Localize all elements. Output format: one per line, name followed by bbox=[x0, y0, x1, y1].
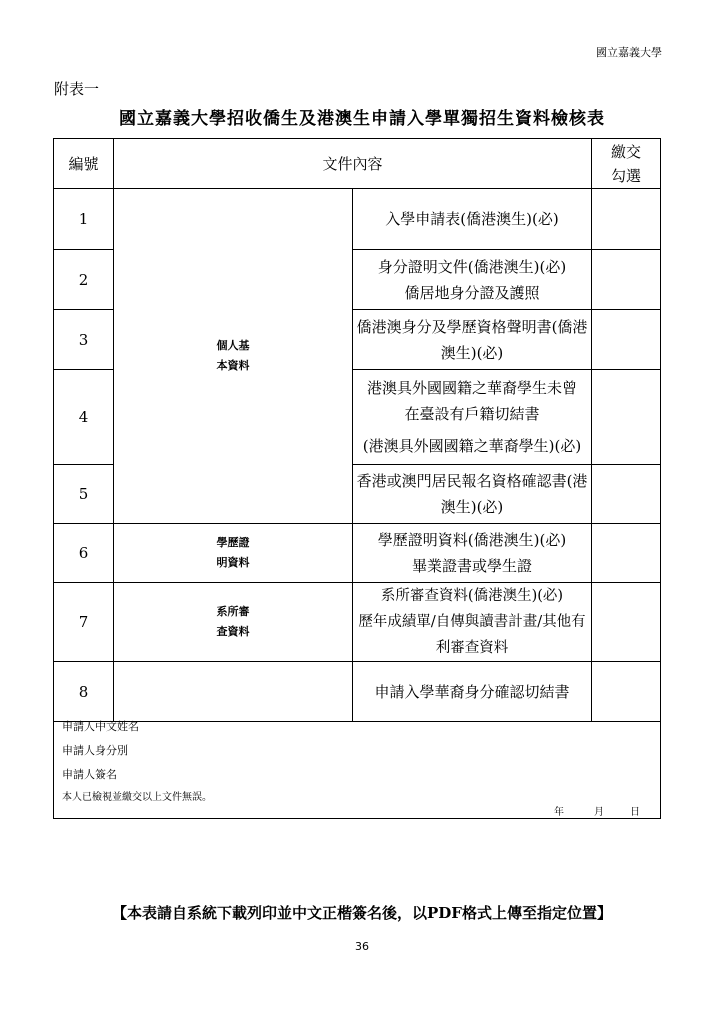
category-personal-line2: 本資料 bbox=[216, 359, 250, 372]
doc-line: 僑港澳身分及學歷資格聲明書(僑港澳生)(必) bbox=[356, 317, 588, 362]
doc-line: 歷年成績單/自傳與讀書計畫/其他有利審查資料 bbox=[358, 614, 586, 656]
document-content bbox=[353, 524, 592, 583]
doc-line: 入學申請表(僑港澳生)(必) bbox=[385, 210, 559, 228]
category-review-line1: 系所審 bbox=[216, 605, 250, 618]
page-number: 36 bbox=[355, 940, 369, 953]
category-education-line1: 學歷證 bbox=[216, 536, 250, 549]
chinese-name-label: 申請人中文姓名 bbox=[62, 720, 139, 733]
row-number: 4 bbox=[54, 370, 114, 465]
check-cell[interactable] bbox=[592, 524, 661, 583]
document-content bbox=[353, 310, 592, 370]
row-number: 1 bbox=[54, 189, 114, 250]
year-label: 年 bbox=[554, 807, 564, 818]
category-review bbox=[114, 583, 353, 662]
doc-line: 畢業證書或學生證 bbox=[411, 557, 532, 575]
category-review-line2: 查資料 bbox=[216, 625, 250, 638]
row-number: 8 bbox=[54, 662, 114, 722]
applicant-info-box bbox=[53, 704, 661, 819]
doc-line: 香港或澳門居民報名資格確認書(港澳生)(必) bbox=[356, 472, 588, 516]
month-label: 月 bbox=[594, 807, 604, 818]
category-personal-line1: 個人基 bbox=[216, 339, 250, 352]
check-cell[interactable] bbox=[592, 583, 661, 662]
doc-line: 申請入學華裔身分確認切結書 bbox=[374, 682, 570, 701]
document-title: 國立嘉義大學招收僑生及港澳生申請入學單獨招生資料檢核表 bbox=[119, 109, 605, 129]
check-cell[interactable] bbox=[592, 310, 661, 370]
document-content bbox=[353, 370, 592, 465]
header-check-line2: 勾選 bbox=[610, 166, 641, 185]
row-number: 5 bbox=[54, 465, 114, 524]
doc-line: 在臺設有戶籍切結書 bbox=[404, 405, 540, 423]
doc-line: 身分證明文件(僑港澳生)(必) bbox=[377, 257, 567, 276]
header-check-line1: 繳交 bbox=[610, 142, 641, 161]
doc-line: (港澳具外國國籍之華裔學生)(必) bbox=[362, 437, 582, 455]
header-content: 文件內容 bbox=[114, 139, 592, 189]
declaration-text: 本人已檢視並繳交以上文件無誤。 bbox=[62, 792, 212, 803]
doc-line: 系所審查資料(僑港澳生)(必) bbox=[380, 588, 564, 604]
document-content bbox=[353, 465, 592, 524]
row-number: 7 bbox=[54, 583, 114, 662]
category-education-line2: 明資料 bbox=[216, 556, 250, 569]
date-line bbox=[554, 803, 640, 818]
check-cell[interactable] bbox=[592, 370, 661, 465]
check-cell[interactable] bbox=[592, 465, 661, 524]
row-number: 6 bbox=[54, 524, 114, 583]
category-education bbox=[114, 524, 353, 583]
doc-line: 學歷證明資料(僑港澳生)(必) bbox=[377, 531, 567, 549]
day-label: 日 bbox=[630, 807, 640, 818]
identity-label: 申請人身分別 bbox=[62, 744, 128, 757]
header-check bbox=[592, 139, 661, 189]
document-content bbox=[353, 250, 592, 310]
table-row bbox=[54, 524, 661, 583]
checklist-table bbox=[53, 138, 661, 722]
row-number: 2 bbox=[54, 250, 114, 310]
document-content bbox=[353, 583, 592, 662]
document-content bbox=[353, 189, 592, 250]
signature-label: 申請人簽名 bbox=[62, 768, 117, 781]
row-number: 3 bbox=[54, 310, 114, 370]
check-cell[interactable] bbox=[592, 189, 661, 250]
doc-line: 港澳具外國國籍之華裔學生未曾 bbox=[366, 379, 577, 397]
category-personal bbox=[114, 189, 353, 524]
appendix-label: 附表一 bbox=[54, 80, 100, 98]
doc-line: 僑居地身分證及護照 bbox=[404, 283, 540, 302]
upload-notice: 【本表請自系統下載列印並中文正楷簽名後，以PDF格式上傳至指定位置】 bbox=[112, 904, 612, 922]
table-row bbox=[54, 583, 661, 662]
header-number: 編號 bbox=[54, 139, 114, 189]
table-header-row bbox=[54, 139, 661, 189]
check-cell[interactable] bbox=[592, 250, 661, 310]
header-university: 國立嘉義大學 bbox=[596, 46, 662, 59]
table-row bbox=[54, 189, 661, 250]
